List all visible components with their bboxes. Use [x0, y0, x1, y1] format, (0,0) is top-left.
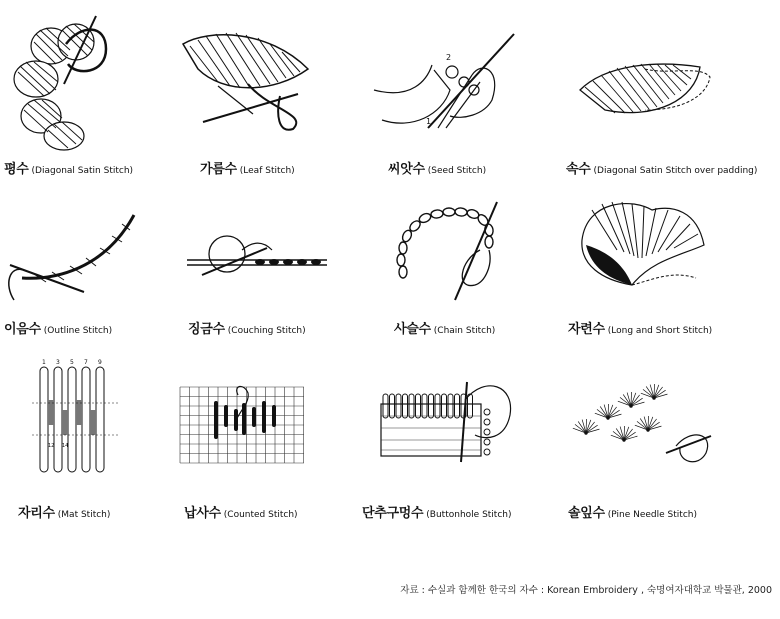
- svg-text:1: 1: [42, 359, 46, 366]
- mat-stitch-icon: [28, 355, 123, 480]
- stitch-label-mat: 자리수 (Mat Stitch): [18, 506, 111, 521]
- stitch-label-padded-satin: 속수 (Diagonal Satin Stitch over padding): [566, 162, 758, 177]
- svg-text:9: 9: [98, 359, 102, 366]
- buttonhole-stitch-icon: [375, 380, 515, 470]
- stitch-label-counted: 납사수 (Counted Stitch): [184, 506, 298, 521]
- stitch-label-buttonhole: 단추구멍수 (Buttonhole Stitch): [362, 506, 512, 521]
- stitch-label-outline: 이음수 (Outline Stitch): [4, 322, 113, 337]
- svg-text:3: 3: [56, 359, 60, 366]
- svg-text:7: 7: [84, 359, 88, 366]
- stitch-label-leaf: 가름수 (Leaf Stitch): [200, 162, 295, 177]
- svg-text:5: 5: [70, 359, 74, 366]
- svg-text:12: 12: [48, 443, 55, 449]
- svg-text:1: 1: [426, 117, 432, 126]
- long-short-stitch-icon: [572, 190, 712, 300]
- source-citation: 자료 : 수실과 함께한 한국의 자수 : Korean Embroidery , 숙명여자대학교 박물관, 2000: [400, 585, 772, 596]
- stitch-label-seed: 씨앗수 (Seed Stitch): [388, 162, 487, 177]
- leaf-stitch-icon: [178, 24, 318, 134]
- stitch-label-diagonal-satin: 평수 (Diagonal Satin Stitch): [4, 162, 134, 177]
- svg-text:14: 14: [62, 443, 69, 449]
- seed-stitch-icon: [372, 20, 522, 135]
- counted-stitch-icon: [178, 385, 308, 465]
- diagonal-satin-stitch-icon: [6, 14, 141, 154]
- stitch-label-pine-needle: 솔잎수 (Pine Needle Stitch): [568, 506, 697, 521]
- stitch-label-couching: 징금수 (Couching Stitch): [188, 322, 306, 337]
- chain-stitch-icon: [385, 190, 510, 305]
- padded-satin-stitch-icon: [575, 55, 715, 125]
- pine-needle-stitch-icon: [566, 378, 716, 468]
- stitch-label-chain: 사슬수 (Chain Stitch): [394, 322, 496, 337]
- outline-stitch-icon: [4, 210, 144, 305]
- svg-text:2: 2: [446, 53, 452, 62]
- couching-stitch-icon: [182, 230, 332, 290]
- stitch-label-long-short: 자련수 (Long and Short Stitch): [568, 322, 713, 337]
